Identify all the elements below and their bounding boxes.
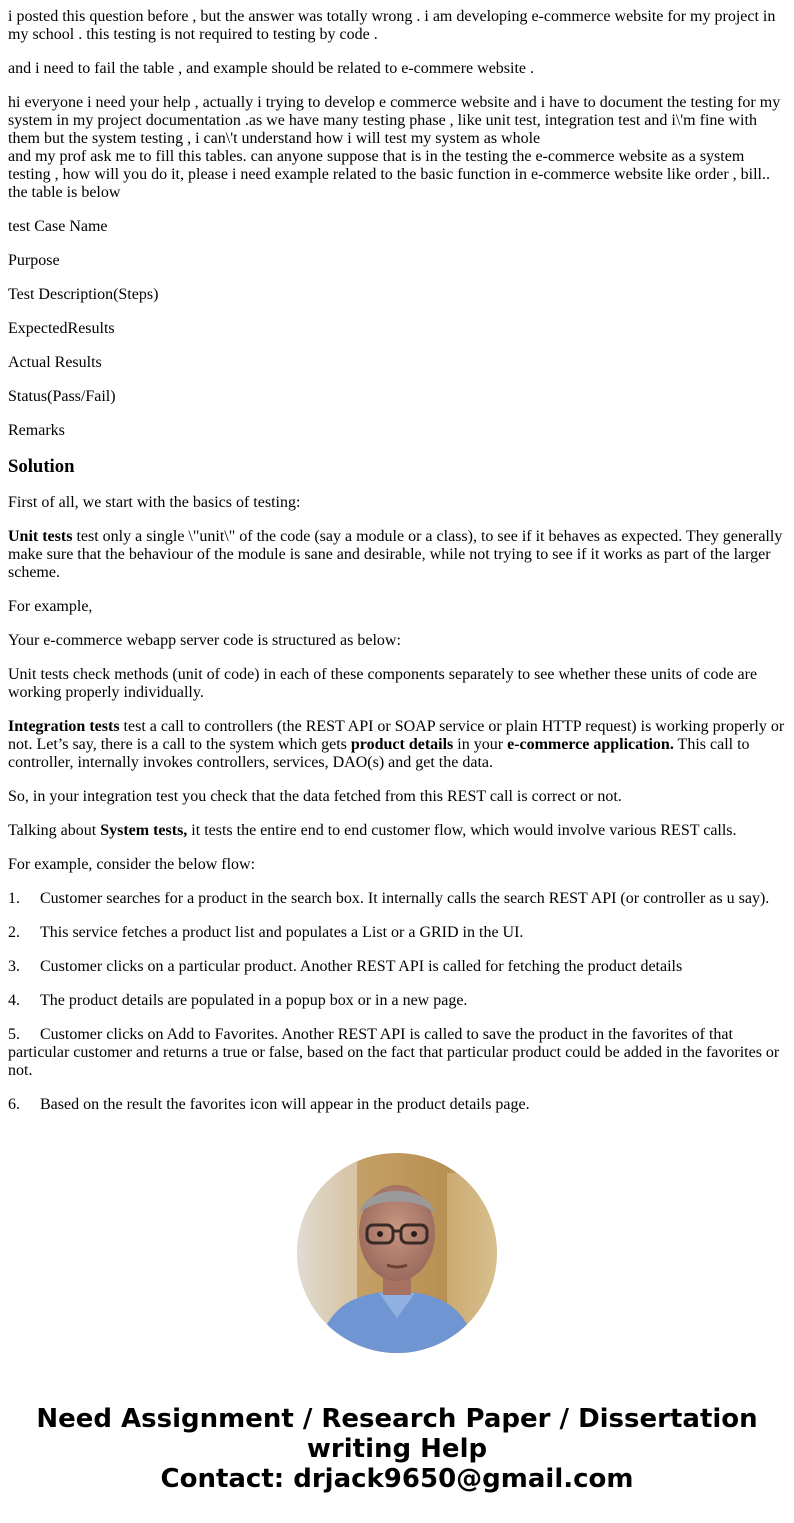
unit-tests-paragraph [8,528,786,582]
step-number: 6. [8,1096,20,1113]
unit-tests-text: test only a single \"unit\" of the code (say a module or a class), to see if it behaves as expected. They generally make sure that the behaviour of the module is sane and desirable, while not trying to see if it works as part of the larger scheme. [8,528,783,581]
system-tests-term: System tests, [100,822,188,839]
for-example: For example, [8,598,93,615]
ecommerce-application-term: e-commerce application. [507,736,674,753]
step-number: 4. [8,992,20,1009]
structure-note: Your e-commerce webapp server code is structured as below: [8,632,401,649]
step-text: This service fetches a product list and populates a List or a GRID in the UI. [40,924,524,941]
step-number: 3. [8,958,20,975]
flow-step [8,890,786,908]
question-paragraph-3-a: hi everyone i need your help , actually i trying to develop e commerce website and i have to document the testing for my system in my project documentation .as we have many testing phase , like unit test, integration test and i\'m fine with them but the system testing , i can\'t understand how i will test my system as whole [8,94,781,147]
step-text: The product details are populated in a popup box or in a new page. [40,992,468,1009]
solution-heading: Solution [8,456,75,477]
contact-banner [0,1404,794,1494]
flow-step [8,924,786,942]
table-field: test Case Name [8,218,108,235]
step-text: Customer clicks on Add to Favorites. Another REST API is called to save the product in the favorites of that particular customer and returns a true or false, based on the fact that particular product could be added in the favorites or not. [8,1026,780,1079]
flow-step [8,958,786,976]
integration-text-1: test a call to controllers (the REST API or SOAP service or plain HTTP request) is working properly or not. Let’s say, there is a call to the system which gets [8,718,785,753]
question-paragraph-1: i posted this question before , but the answer was totally wrong . i am developing e-commerce website for my project in my school . this testing is not required to testing by code . [8,8,776,43]
integration-check-paragraph: So, in your integration test you check that the data fetched from this REST call is correct or not. [8,788,622,805]
integration-text-3: This call to controller, internally invokes controllers, services, DAO(s) and get the data. [8,736,750,771]
solution-intro: First of all, we start with the basics of testing: [8,494,301,511]
table-field: Actual Results [8,354,102,371]
flow-step [8,1026,786,1080]
banner-contact-email: Contact: drjack9650@gmail.com [160,1464,634,1494]
system-tests-text: it tests the entire end to end customer flow, which would involve various REST calls. [187,822,737,839]
step-text: Customer clicks on a particular product. Another REST API is called for fetching the product details [40,958,683,975]
system-tests-pre: Talking about [8,822,101,839]
table-field: Test Description(Steps) [8,286,159,303]
table-field: Remarks [8,422,65,439]
table-field: Status(Pass/Fail) [8,388,116,405]
flow-intro: For example, consider the below flow: [8,856,256,873]
question-paragraph-2: and i need to fail the table , and example should be related to e-commere website . [8,60,535,77]
product-details-term: product details [350,736,454,753]
step-text: Customer searches for a product in the search box. It internally calls the search REST API (or controller as u say). [40,890,770,907]
unit-tests-term: Unit tests [8,528,73,545]
question-paragraph-3-c: the table is below [8,184,121,201]
document-body [8,8,786,1130]
author-portrait-image [297,1153,497,1353]
question-paragraph-3-b: and my prof ask me to fill this tables. can anyone suppose that is in the testing the e-commerce website as a system testing , how will you do it, please i need example related to the basic function in e-commerce website like order , bill.. [8,148,770,183]
question-paragraph-3 [8,94,786,202]
step-number: 1. [8,890,20,907]
integration-tests-term: Integration tests [8,718,120,735]
integration-tests-paragraph [8,718,786,772]
system-tests-paragraph [8,822,786,840]
flow-step [8,1096,786,1114]
unit-check-paragraph: Unit tests check methods (unit of code) in each of these components separately to see whether these units of code are working properly individually. [8,666,758,701]
table-field: Purpose [8,252,60,269]
step-text: Based on the result the favorites icon will appear in the product details page. [40,1096,530,1113]
banner-line-1: Need Assignment / Research Paper / Dissertation [36,1404,758,1434]
flow-step [8,992,786,1010]
table-field: ExpectedResults [8,320,115,337]
banner-line-2: writing Help [306,1434,488,1464]
author-avatar [297,1153,497,1353]
step-number: 2. [8,924,20,941]
step-number: 5. [8,1026,20,1043]
integration-text-2: in your [453,736,508,753]
